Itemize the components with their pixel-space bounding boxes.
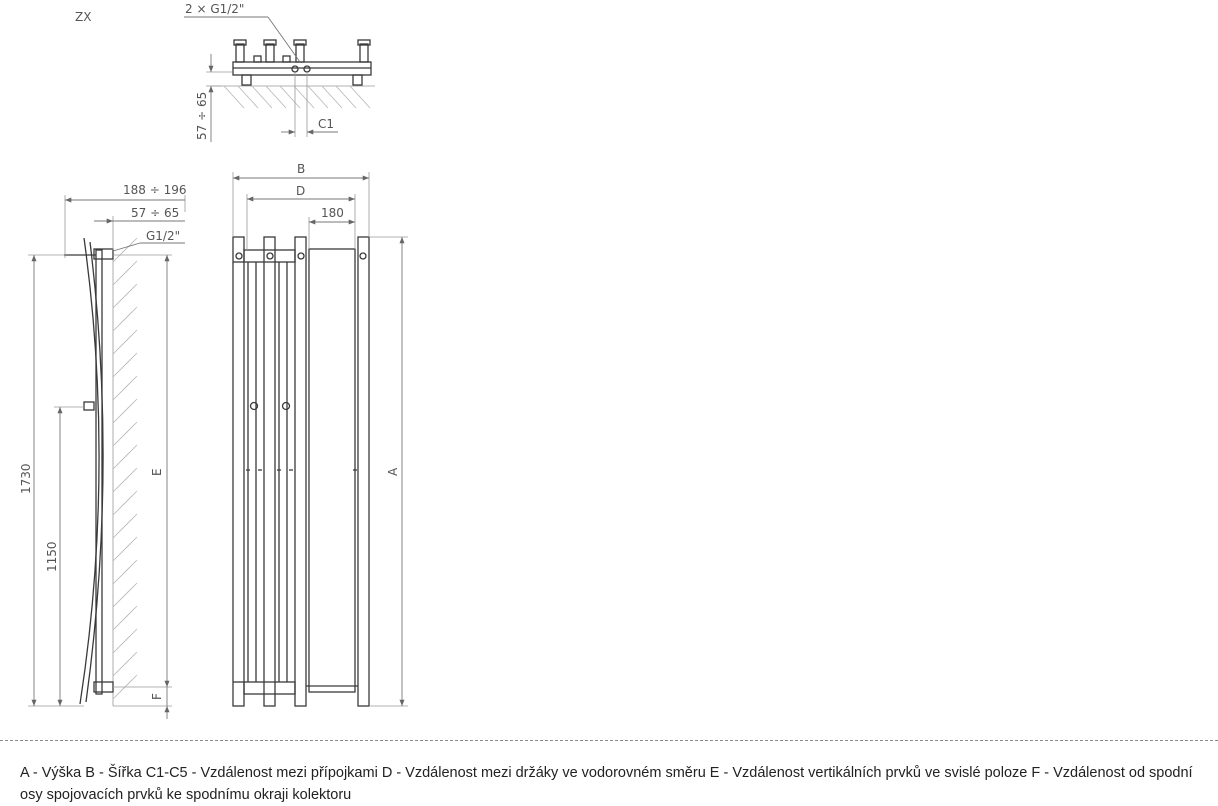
dim-d-label: D	[296, 184, 306, 198]
top-distance-label: 57 ÷ 65	[195, 91, 209, 140]
front-view	[233, 162, 408, 706]
top-wall-hatch	[212, 86, 375, 108]
side-depth-total-label: 188 ÷ 196	[123, 183, 187, 197]
top-connection-pins	[234, 40, 370, 72]
top-connection-label: 2 × G1/2"	[185, 2, 245, 16]
dim-a-label: A	[386, 467, 400, 476]
side-view	[19, 183, 187, 719]
c1-label: C1	[318, 117, 335, 131]
height-total-label: 1730	[19, 463, 33, 494]
legend-divider	[0, 740, 1218, 741]
side-wall-hatch	[113, 238, 137, 699]
dim-b-label: B	[297, 162, 306, 176]
dim-180-label: 180	[321, 206, 344, 220]
top-view	[75, 2, 375, 142]
holder-height-label: 1150	[45, 541, 59, 572]
legend-text: A - Výška B - Šířka C1-C5 - Vzdálenost mezi přípojkami D - Vzdálenost mezi držáky ve vodorovném směru E - Vzdálenost vertikálních prvků ve svislé poloze F - Vzdálenost od spodní osy spojovacích prvků ke spodnímu okraji kolektoru	[20, 765, 1193, 803]
side-depth-wall-label: 57 ÷ 65	[131, 206, 180, 220]
variant-label: ZX	[75, 10, 92, 24]
side-thread-label: G1/2"	[146, 229, 181, 243]
dim-e-label: E	[150, 468, 164, 476]
dim-f-label: F	[150, 693, 164, 700]
